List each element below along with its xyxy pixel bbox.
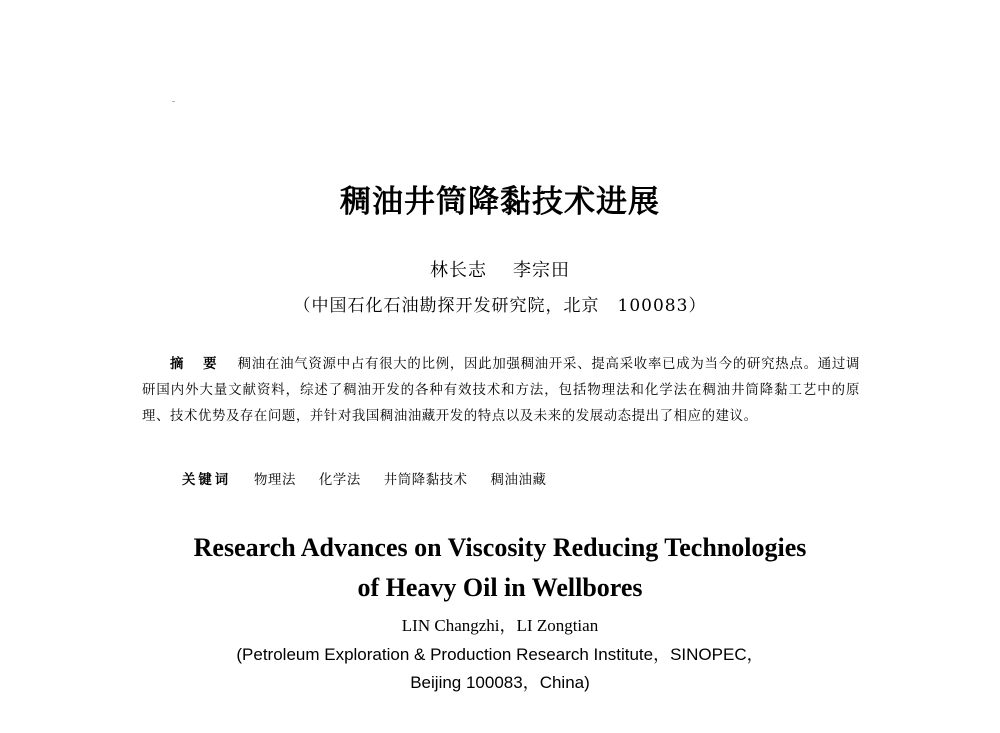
chinese-affiliation: （中国石化石油勘探开发研究院，北京 100083） (293, 296, 707, 316)
keyword: 稠油油藏 (490, 473, 547, 488)
author-2: 李宗田 (513, 260, 570, 281)
english-title-line-2: of Heavy Oil in Wellbores (357, 573, 643, 602)
english-authors: LIN Changzhi，LI Zongtian (401, 616, 599, 635)
english-affiliation (0, 641, 1000, 697)
abstract-text: 稠油在油气资源中占有很大的比例，因此加强稠油开采、提高采收率已成为当今的研究热点。通过调研国内外大量文献资料，综述了稠油开发的各种有效技术和方法，包括物理法和化学法在稠油井筒降黏工艺中的原理、技术优势及存在问题，并针对我国稠油油藏开发的特点以及未来的发展动态提出了相应的建议。 (142, 357, 861, 424)
chinese-abstract (142, 351, 860, 430)
chinese-keywords (182, 469, 565, 488)
english-title-line-1: Research Advances on Viscosity Reducing Technologies (193, 533, 807, 562)
abstract-label: 摘 要 (170, 356, 220, 372)
scan-speck (172, 101, 175, 102)
chinese-authors (0, 256, 1000, 282)
chinese-title: 稠油井筒降黏技术进展 (340, 184, 660, 220)
keyword: 井筒降黏技术 (383, 473, 468, 488)
english-title (0, 528, 1000, 608)
keywords-label: 关键词 (182, 472, 232, 488)
keyword: 化学法 (318, 473, 361, 488)
author-1: 林长志 (430, 260, 487, 281)
english-affiliation-line-2: Beijing 100083，China) (410, 673, 590, 692)
keyword: 物理法 (254, 473, 297, 488)
english-affiliation-line-1: (Petroleum Exploration & Production Research Institute，SINOPEC， (236, 645, 764, 664)
